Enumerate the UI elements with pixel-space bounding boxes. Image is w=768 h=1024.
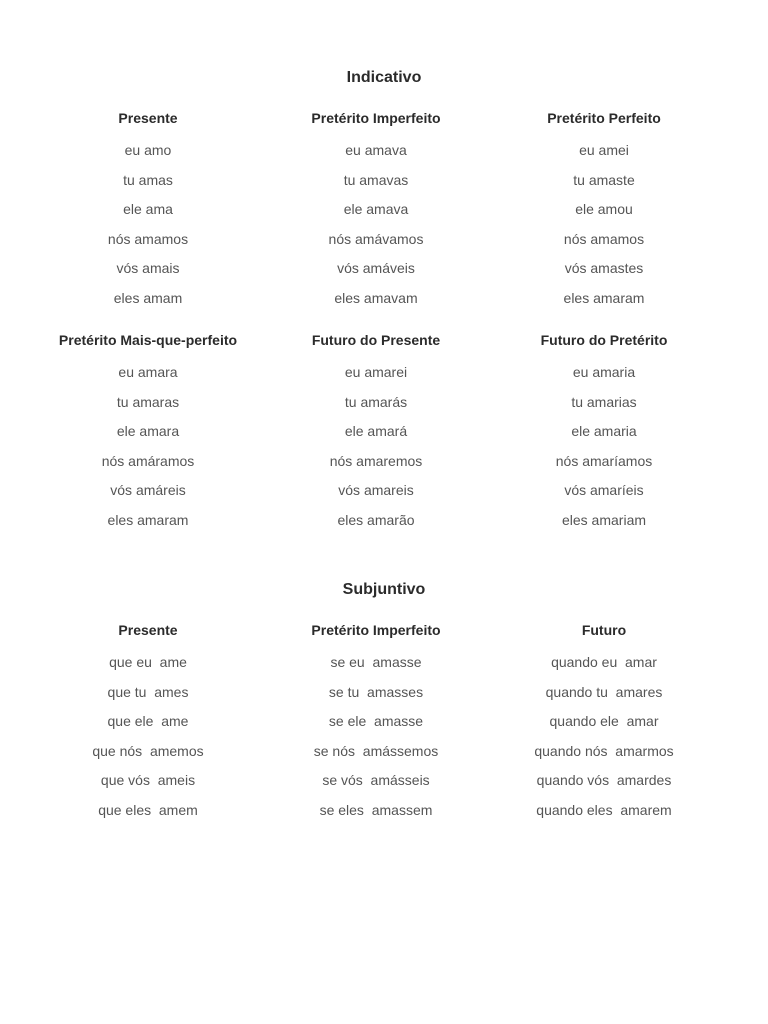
conjugation-form: tu amavas: [343, 171, 409, 188]
indicativo-title: Indicativo: [346, 69, 422, 86]
tense-preterito-perfeito: [484, 108, 724, 320]
conjugation-form: se ele amasse: [328, 713, 424, 730]
tense-futuro-do-preterito: [484, 330, 724, 542]
conjugation-form: que eu ame: [109, 654, 187, 670]
conjugation-form: vós amais: [116, 260, 180, 277]
conjugation-form: tu amarás: [344, 393, 408, 410]
conjugation-form: vós amáveis: [337, 260, 415, 277]
tense-futuro-do-presente: [256, 330, 496, 542]
conjugation-form: quando eles amarem: [536, 801, 672, 818]
tense-subjuntivo-presente: [28, 620, 268, 832]
conjugation-form: eu amara: [118, 364, 178, 380]
conjugation-form: quando eu amar: [551, 654, 657, 670]
conjugation-form: eles amaram: [563, 289, 645, 306]
conjugation-form: quando ele amar: [549, 713, 659, 730]
tense-title: Presente: [118, 622, 178, 638]
conjugation-form: eles amariam: [561, 511, 647, 528]
tense-title: Futuro do Pretérito: [540, 332, 668, 348]
tense-title: Pretérito Perfeito: [547, 110, 661, 126]
conjugation-form: quando nós amarmos: [534, 742, 674, 759]
conjugation-form: quando tu amares: [545, 683, 663, 700]
tense-preterito-mais-que-perfeito: [28, 330, 268, 542]
conjugation-form: se nós amássemos: [313, 742, 439, 759]
conjugation-form: nós amaríamos: [555, 452, 653, 469]
conjugation-form: ele ama: [123, 201, 173, 218]
conjugation-form: eu amei: [579, 142, 629, 158]
conjugation-form: eu amaria: [572, 364, 636, 380]
conjugation-form: tu amarias: [571, 393, 637, 410]
tense-title: Presente: [118, 110, 178, 126]
conjugation-form: vós amáreis: [110, 482, 186, 499]
subjuntivo-title: Subjuntivo: [342, 581, 426, 598]
tense-title: Futuro do Presente: [311, 332, 441, 348]
conjugation-form: nós amamos: [107, 230, 189, 247]
tense-preterito-imperfeito: [256, 108, 496, 320]
conjugation-form: nós amaremos: [329, 452, 423, 469]
conjugation-form: ele amara: [116, 423, 180, 440]
tense-title: Pretérito Mais-que-perfeito: [58, 332, 238, 348]
conjugation-form: nós amávamos: [328, 230, 424, 247]
conjugation-form: que nós amemos: [92, 742, 204, 759]
tense-title: Futuro: [581, 622, 627, 638]
conjugation-form: vós amastes: [564, 260, 644, 277]
conjugation-form: eles amarão: [337, 511, 415, 528]
conjugation-form: ele amou: [575, 201, 633, 218]
conjugation-form: eles amam: [113, 289, 183, 306]
conjugation-form: vós amaríeis: [564, 482, 644, 499]
conjugation-form: se tu amasses: [328, 683, 424, 700]
conjugation-form: que ele ame: [107, 713, 189, 730]
conjugation-form: tu amaste: [573, 171, 635, 188]
tense-subjuntivo-futuro: [484, 620, 724, 832]
conjugation-form: se vós amásseis: [322, 772, 430, 789]
conjugation-form: ele amava: [343, 201, 409, 218]
tense-title: Pretérito Imperfeito: [311, 622, 441, 638]
conjugation-form: eu amava: [345, 142, 407, 158]
conjugation-form: que eles amem: [98, 801, 198, 818]
tense-title: Pretérito Imperfeito: [311, 110, 441, 126]
conjugation-form: nós amáramos: [101, 452, 195, 469]
conjugation-form: tu amaras: [116, 393, 180, 410]
conjugation-form: se eu amasse: [330, 654, 422, 670]
conjugation-form: nós amamos: [563, 230, 645, 247]
tense-subjuntivo-preterito-imperfeito: [256, 620, 496, 832]
conjugation-form: eu amo: [124, 142, 172, 158]
conjugation-form: que vós ameis: [100, 772, 196, 789]
conjugation-form: tu amas: [123, 171, 173, 188]
conjugation-form: se eles amassem: [319, 801, 433, 818]
conjugation-form: eu amarei: [344, 364, 408, 380]
tense-presente: [28, 108, 268, 320]
conjugation-form: que tu ames: [107, 683, 189, 700]
conjugation-form: eles amavam: [334, 289, 418, 306]
conjugation-form: ele amará: [344, 423, 408, 440]
conjugation-form: quando vós amardes: [536, 772, 672, 789]
conjugation-form: vós amareis: [338, 482, 414, 499]
conjugation-form: ele amaria: [571, 423, 637, 440]
conjugation-form: eles amaram: [107, 511, 189, 528]
